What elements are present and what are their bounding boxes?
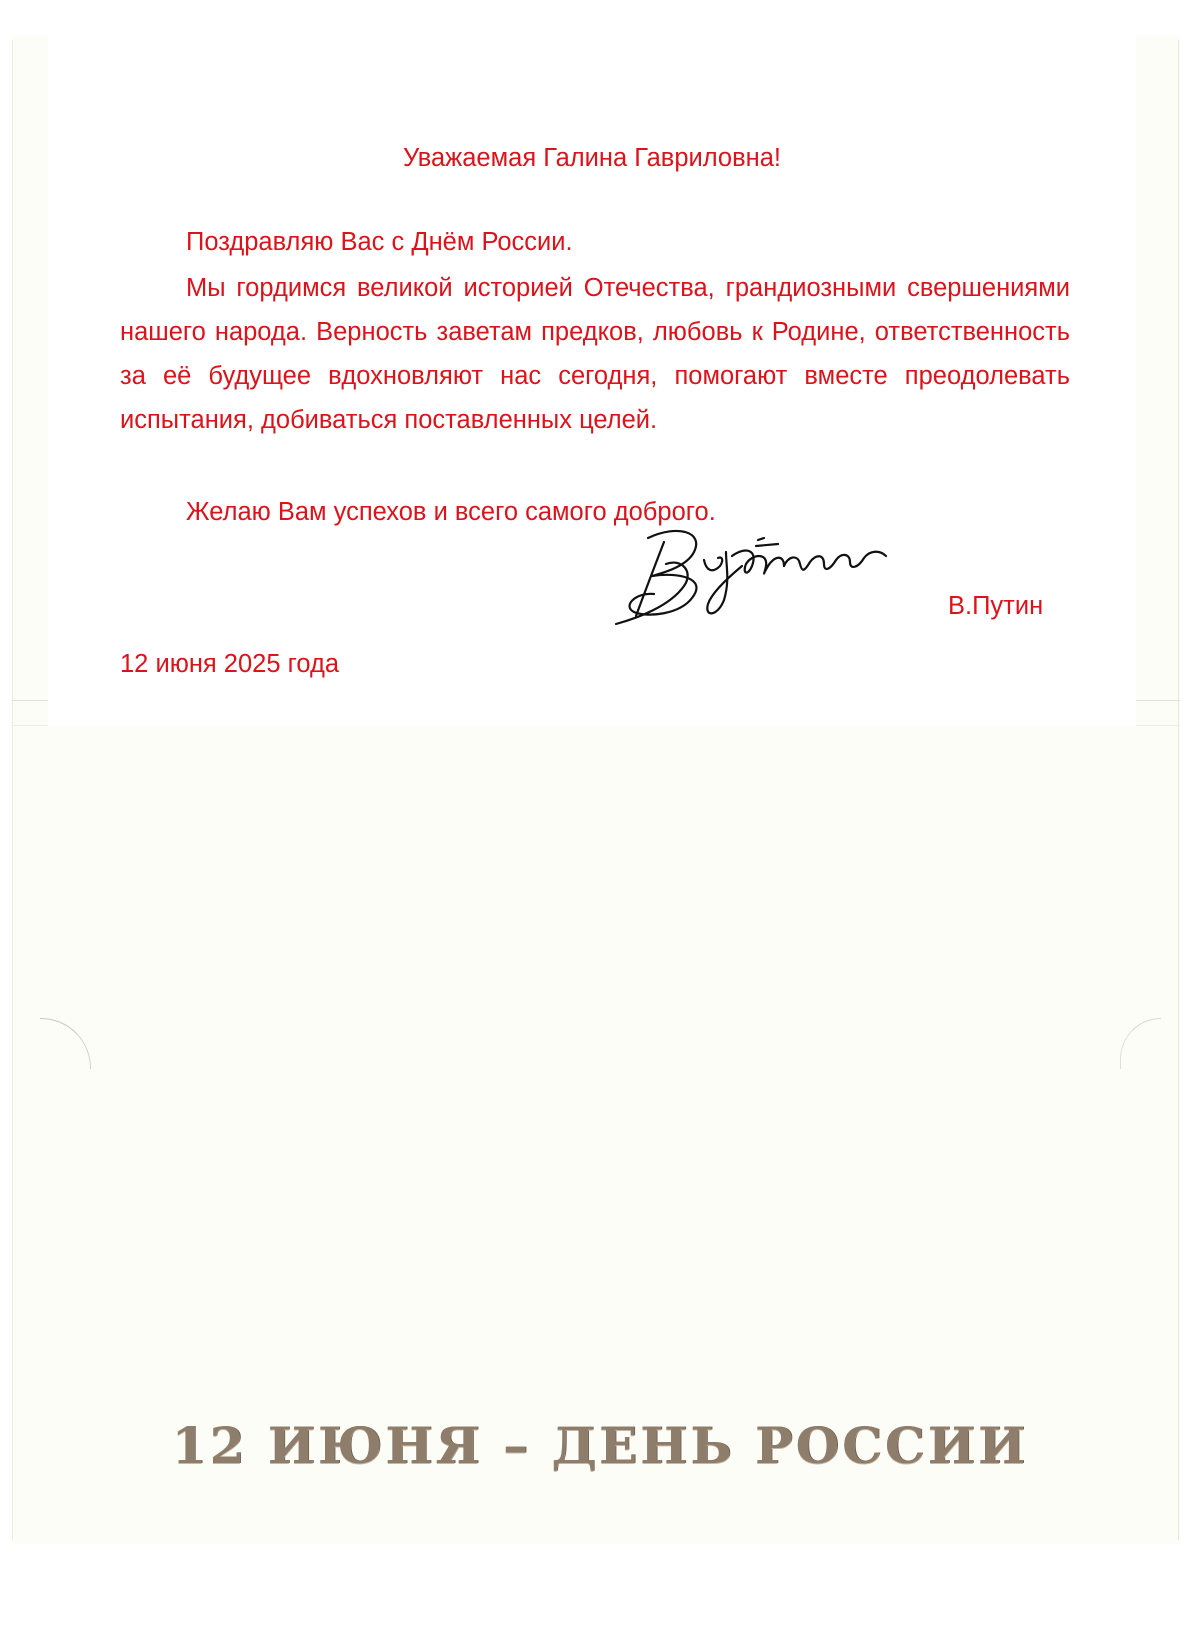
card-left-edge	[12, 40, 13, 1540]
letter-date: 12 июня 2025 года	[120, 650, 340, 678]
letter-salutation: Уважаемая Галина Гавриловна!	[402, 144, 782, 172]
signer-name: В.Путин	[948, 592, 1044, 620]
letter-paragraph-greeting: Поздравляю Вас с Днём России.	[186, 228, 573, 256]
card-right-edge	[1178, 40, 1179, 1540]
letter-paragraph-wishes: Желаю Вам успехов и всего самого доброго.	[186, 498, 716, 526]
card-title-embossed: 12 ИЮНЯ – ДЕНЬ РОССИИ	[171, 1416, 1029, 1475]
letter-paragraph-body: Мы гордимся великой историей Отечества, грандиозными свершениями нашего народа. Верность заветам предков, любовь к Родине, ответственность за её будущее вдохновляют нас сегодня, помогают вместе преодолевать испытания, добиваться поставленных целей.	[120, 274, 1070, 434]
letter-sheet	[48, 36, 1136, 726]
insert-slot-right-shadow	[1136, 700, 1180, 726]
handwritten-signature	[608, 516, 908, 656]
